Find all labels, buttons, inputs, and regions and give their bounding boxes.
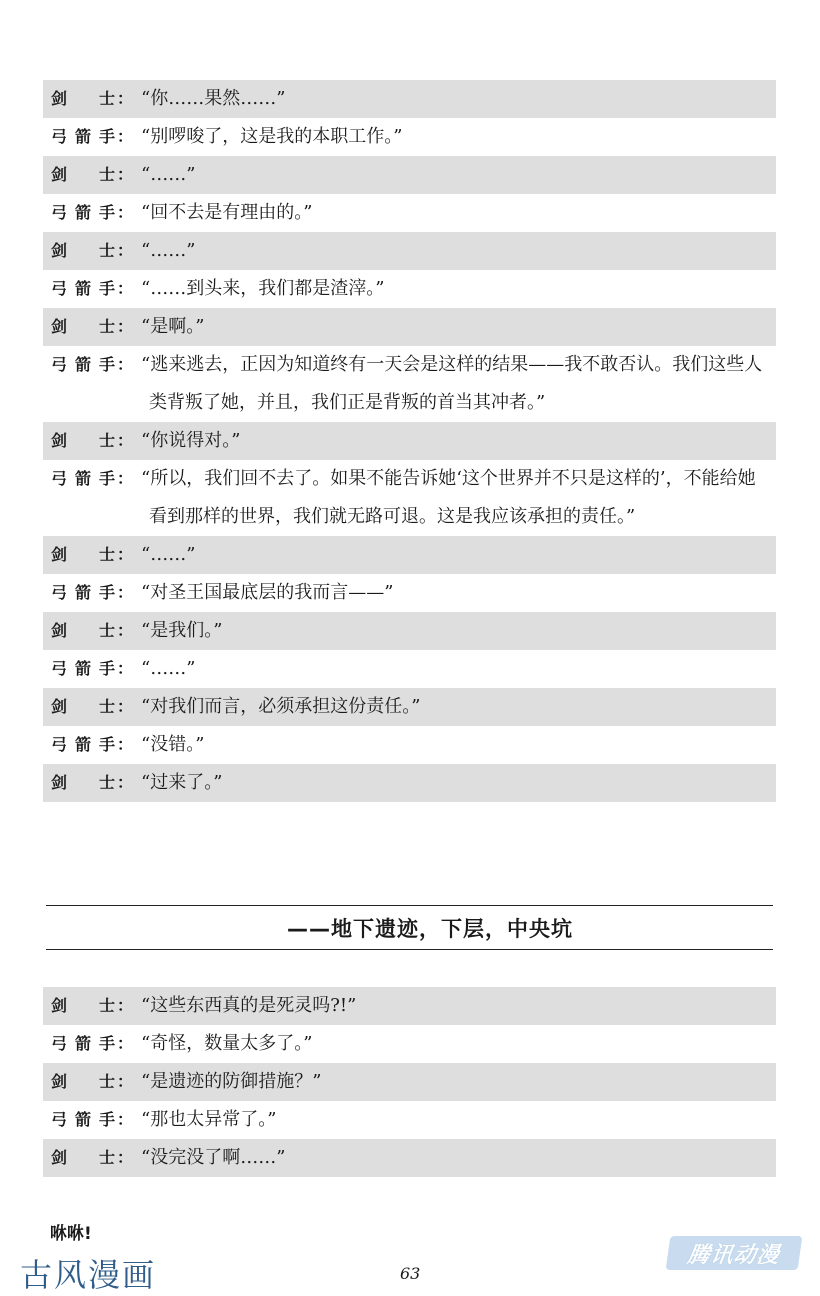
watermark-logo-left: 古风漫画 (20, 1256, 157, 1294)
speaker-char: 弓 (51, 735, 68, 754)
dialogue-line (43, 1101, 776, 1139)
speaker-char: 弓 (51, 469, 68, 488)
speech-text: “别啰唆了，这是我的本职工作。” (141, 126, 403, 147)
speaker-label: 剑 士 ： (43, 308, 141, 346)
dialogue-block-2 (43, 987, 776, 1177)
speaker-char: 箭 (74, 355, 91, 374)
speech-text: “对我们而言，必须承担这份责任。” (141, 696, 421, 717)
speaker-char: 士 (98, 1072, 115, 1091)
speech-text: “你……果然……” (141, 88, 286, 109)
speaker-char: 手 (98, 583, 115, 602)
speaker-char: 弓 (51, 279, 68, 298)
speaker-char: 手 (98, 127, 115, 146)
speech-text: “逃来逃去，正因为知道终有一天会是这样的结果——我不敢否认。我们这些人类背叛了她，并且，我们正是背叛的首当其冲者。” (141, 354, 763, 413)
dialogue-line (43, 688, 776, 726)
speaker-label: 剑 士 ： (43, 156, 141, 194)
dialogue-line (43, 346, 776, 422)
speech-text: “……到头来，我们都是渣滓。” (141, 278, 385, 299)
speaker-char: 手 (98, 279, 115, 298)
speaker-char: 剑 (51, 241, 68, 260)
speaker-char: 剑 (51, 1072, 68, 1091)
speaker-char: 剑 (51, 317, 68, 336)
speaker-char: 士 (98, 165, 115, 184)
speaker-char: 箭 (74, 1110, 91, 1129)
dialogue-line (43, 118, 776, 156)
speech-text: “没完没了啊……” (141, 1147, 286, 1168)
speech-text: “奇怪，数量太多了。” (141, 1033, 313, 1054)
speech-text: “没错。” (141, 734, 205, 755)
dialogue-line (43, 232, 776, 270)
speaker-char: 士 (98, 241, 115, 260)
speaker-label: 剑 士 ： (43, 80, 141, 118)
speaker-label: 弓 箭 手 ： (43, 574, 141, 612)
speaker-char: 箭 (74, 735, 91, 754)
speaker-char: 手 (98, 1034, 115, 1053)
speaker-char: 手 (98, 735, 115, 754)
speaker-label: 剑 士 ： (43, 1063, 141, 1101)
speaker-char: 士 (98, 773, 115, 792)
speaker-label: 弓 箭 手 ： (43, 194, 141, 232)
dialogue-line (43, 422, 776, 460)
page-number: 63 (400, 1264, 421, 1283)
speech-text: “对圣王国最底层的我而言——” (141, 582, 394, 603)
speech-text: “过来了。” (141, 772, 223, 793)
dialogue-line (43, 270, 776, 308)
speaker-char: 箭 (74, 127, 91, 146)
speaker-char: 剑 (51, 773, 68, 792)
dialogue-line (43, 1063, 776, 1101)
speaker-char: 士 (98, 697, 115, 716)
speaker-label: 剑 士 ： (43, 987, 141, 1025)
speaker-char: 弓 (51, 583, 68, 602)
dialogue-line (43, 1139, 776, 1177)
speech-text: “……” (141, 544, 196, 565)
speaker-char: 士 (98, 996, 115, 1015)
speech-text: “所以，我们回不去了。如果不能告诉她‘这个世界并不只是这样的’，不能给她看到那样的世界，我们就无路可退。这是我应该承担的责任。” (141, 468, 756, 527)
dialogue-line (43, 650, 776, 688)
speaker-char: 手 (98, 355, 115, 374)
sound-effect: 咻咻! (50, 1224, 92, 1244)
speech-text: “你说得对。” (141, 430, 241, 451)
speech-text: “……” (141, 658, 196, 679)
speech-text: “……” (141, 164, 196, 185)
speaker-char: 士 (98, 545, 115, 564)
speaker-label: 弓 箭 手 ： (43, 118, 141, 156)
speaker-label: 弓 箭 手 ： (43, 726, 141, 764)
speaker-char: 士 (98, 89, 115, 108)
dialogue-line (43, 726, 776, 764)
speaker-char: 手 (98, 469, 115, 488)
speaker-label: 弓 箭 手 ： (43, 1101, 141, 1139)
speaker-char: 士 (98, 621, 115, 640)
speaker-label: 弓 箭 手 ： (43, 460, 141, 498)
speaker-label: 剑 士 ： (43, 232, 141, 270)
speaker-char: 手 (98, 1110, 115, 1129)
dialogue-line (43, 764, 776, 802)
speaker-char: 士 (98, 317, 115, 336)
speaker-label: 剑 士 ： (43, 612, 141, 650)
speaker-char: 箭 (74, 583, 91, 602)
speaker-label: 弓 箭 手 ： (43, 1025, 141, 1063)
speaker-char: 箭 (74, 279, 91, 298)
speech-text: “这些东西真的是死灵吗?!” (141, 995, 357, 1016)
speaker-label: 弓 箭 手 ： (43, 270, 141, 308)
speaker-char: 箭 (74, 1034, 91, 1053)
dialogue-line (43, 460, 776, 536)
speaker-char: 弓 (51, 203, 68, 222)
speech-text: “是我们。” (141, 620, 223, 641)
speaker-char: 剑 (51, 545, 68, 564)
speaker-char: 士 (98, 431, 115, 450)
speaker-char: 剑 (51, 431, 68, 450)
speaker-char: 弓 (51, 659, 68, 678)
speaker-char: 弓 (51, 127, 68, 146)
speaker-char: 剑 (51, 697, 68, 716)
speaker-char: 弓 (51, 1110, 68, 1129)
speaker-char: 剑 (51, 165, 68, 184)
speaker-char: 箭 (74, 203, 91, 222)
speech-text: “回不去是有理由的。” (141, 202, 313, 223)
speech-text: “……” (141, 240, 196, 261)
dialogue-line (43, 574, 776, 612)
speaker-label: 剑 士 ： (43, 536, 141, 574)
speaker-char: 士 (98, 1148, 115, 1167)
dialogue-line (43, 987, 776, 1025)
dialogue-line (43, 1025, 776, 1063)
dialogue-line (43, 80, 776, 118)
speaker-label: 弓 箭 手 ： (43, 650, 141, 688)
speaker-char: 剑 (51, 996, 68, 1015)
speaker-label: 剑 士 ： (43, 1139, 141, 1177)
dialogue-line (43, 156, 776, 194)
dialogue-block-1 (43, 80, 776, 802)
section-title: ——地下遗迹，下层，中央坑 (46, 905, 773, 950)
speaker-char: 弓 (51, 355, 68, 374)
speaker-label: 剑 士 ： (43, 422, 141, 460)
speaker-char: 手 (98, 203, 115, 222)
speech-text: “那也太异常了。” (141, 1109, 277, 1130)
speaker-char: 弓 (51, 1034, 68, 1053)
speaker-char: 剑 (51, 1148, 68, 1167)
dialogue-line (43, 194, 776, 232)
speaker-char: 手 (98, 659, 115, 678)
speaker-char: 剑 (51, 621, 68, 640)
speaker-char: 箭 (74, 659, 91, 678)
speaker-label: 剑 士 ： (43, 688, 141, 726)
speech-text: “是遗迹的防御措施？” (141, 1071, 322, 1092)
speech-text: “是啊。” (141, 316, 205, 337)
speaker-label: 弓 箭 手 ： (43, 346, 141, 384)
watermark-logo-right: 腾讯动漫 (666, 1236, 803, 1270)
speaker-char: 箭 (74, 469, 91, 488)
dialogue-line (43, 308, 776, 346)
dialogue-line (43, 612, 776, 650)
dialogue-line (43, 536, 776, 574)
speaker-char: 剑 (51, 89, 68, 108)
speaker-label: 剑 士 ： (43, 764, 141, 802)
